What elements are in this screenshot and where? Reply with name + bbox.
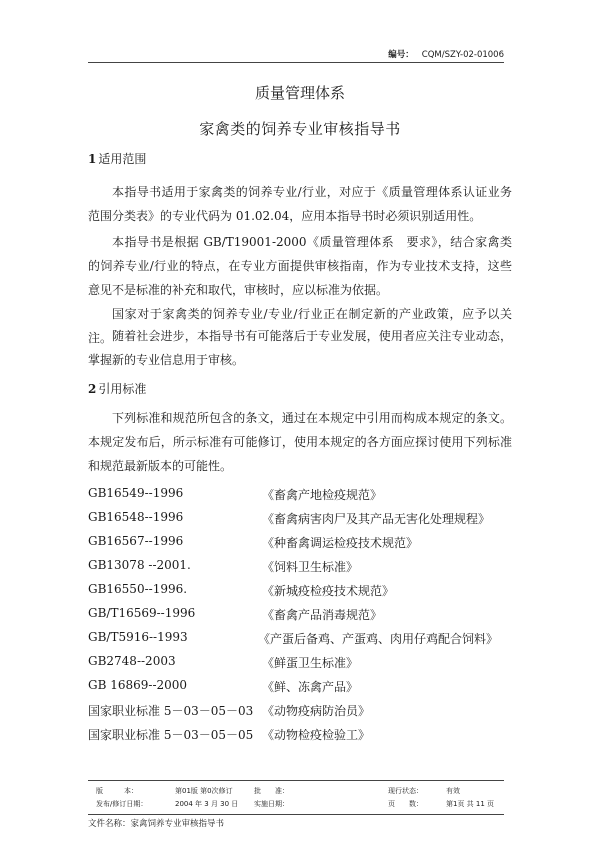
document-title: 质量管理体系 <box>254 84 345 102</box>
reference-title: 《鲜蛋卫生标准》 <box>262 656 359 670</box>
footer-file-name: 文件名称：家禽饲养专业审核指导书 <box>88 819 225 829</box>
footer-pages-label: 页 数： <box>388 800 423 808</box>
reference-code: 国家职业标准 5－03－05－03 <box>88 704 254 718</box>
footer-status-label: 现行状态： <box>388 787 423 795</box>
footer-divider-bottom <box>88 814 504 815</box>
footer-version-value: 第01版 第0次修订 <box>175 787 233 795</box>
section-1-paragraph-3: 国家对于家禽类的饲养专业/专业/行业正在制定新的产业政策，应予以关注。 <box>88 307 512 345</box>
reference-title: 《动物检疫检验工》 <box>262 728 371 742</box>
section-2-number: 2 <box>88 382 97 396</box>
reference-title: 《畜禽产品消毒规范》 <box>262 608 383 622</box>
reference-title: 《产蛋后备鸡、产蛋鸡、肉用仔鸡配合饲料》 <box>258 632 499 646</box>
section-2-title: 引用标准 <box>98 382 147 396</box>
document-code <box>388 48 504 60</box>
document-code-label: 编号： <box>388 50 414 60</box>
header-divider <box>88 62 504 63</box>
reference-code: GB 16869--2000 <box>88 678 188 692</box>
footer-implement-label: 实施日期： <box>254 800 289 808</box>
footer-approve-label: 批 准： <box>254 787 289 795</box>
section-1-paragraph-4: 随着社会进步，本指导书有可能落后于专业发展，使用者应关注专业动态，掌握新的专业信息用于审核。 <box>88 329 512 367</box>
reference-title: 《种畜禽调运检疫技术规范》 <box>262 536 419 550</box>
section-2-heading <box>88 380 146 397</box>
reference-code: GB/T16569--1996 <box>88 606 196 620</box>
footer-version-label: 版 本： <box>96 787 138 795</box>
reference-code: GB/T5916--1993 <box>88 630 188 644</box>
reference-code: GB16549--1996 <box>88 486 184 500</box>
section-1-number: 1 <box>88 152 97 166</box>
document-code-value: CQM/SZY-02-01006 <box>421 50 504 60</box>
reference-code: GB13078 --2001. <box>88 558 191 572</box>
footer-release-value: 2004 年 3 月 30 日 <box>175 800 239 808</box>
reference-title: 《畜禽病害肉尸及其产品无害化处理规程》 <box>262 512 491 526</box>
footer-status-value: 有效 <box>446 787 460 795</box>
footer-release-label: 发布/修订日期： <box>96 800 148 808</box>
reference-title: 《饲料卫生标准》 <box>262 560 359 574</box>
reference-title: 《新城疫检疫技术规范》 <box>262 584 395 598</box>
section-1-heading <box>88 150 146 167</box>
section-2-intro: 下列标准和规范所包含的条文，通过在本规定中引用而构成本规定的条文。本规定发布后，所示标准有可能修订，使用本规定的各方面应探讨使用下列标准和规范最新版本的可能性。 <box>88 411 512 473</box>
reference-code: GB16567--1996 <box>88 534 184 548</box>
footer-pages-value: 第1页 共 11 页 <box>446 800 495 808</box>
reference-code: 国家职业标准 5－03－05－05 <box>88 728 254 742</box>
section-1-paragraph-1: 本指导书适用于家禽类的饲养专业/行业，对应于《质量管理体系认证业务范围分类表》的专业代码为 01.02.04，应用本指导书时必须识别适用性。 <box>88 185 512 223</box>
document-subtitle: 家禽类的饲养专业审核指导书 <box>199 120 401 138</box>
reference-title: 《鲜、冻禽产品》 <box>262 680 359 694</box>
reference-title: 《畜禽产地检疫规范》 <box>262 488 383 502</box>
section-1-title: 适用范围 <box>98 152 147 166</box>
reference-code: GB2748--2003 <box>88 654 176 668</box>
reference-code: GB16550--1996. <box>88 582 188 596</box>
reference-title: 《动物疫病防治员》 <box>262 704 371 718</box>
footer-divider-top <box>88 780 504 781</box>
section-1-paragraph-2: 本指导书是根据 GB/T19001-2000《质量管理体系 要求》，结合家禽类的饲养专业/行业的特点，在专业方面提供审核指南，作为专业技术支持，这些意见不是标准的补充和取代，审核时，应以标准为依据。 <box>88 235 512 297</box>
reference-code: GB16548--1996 <box>88 510 184 524</box>
